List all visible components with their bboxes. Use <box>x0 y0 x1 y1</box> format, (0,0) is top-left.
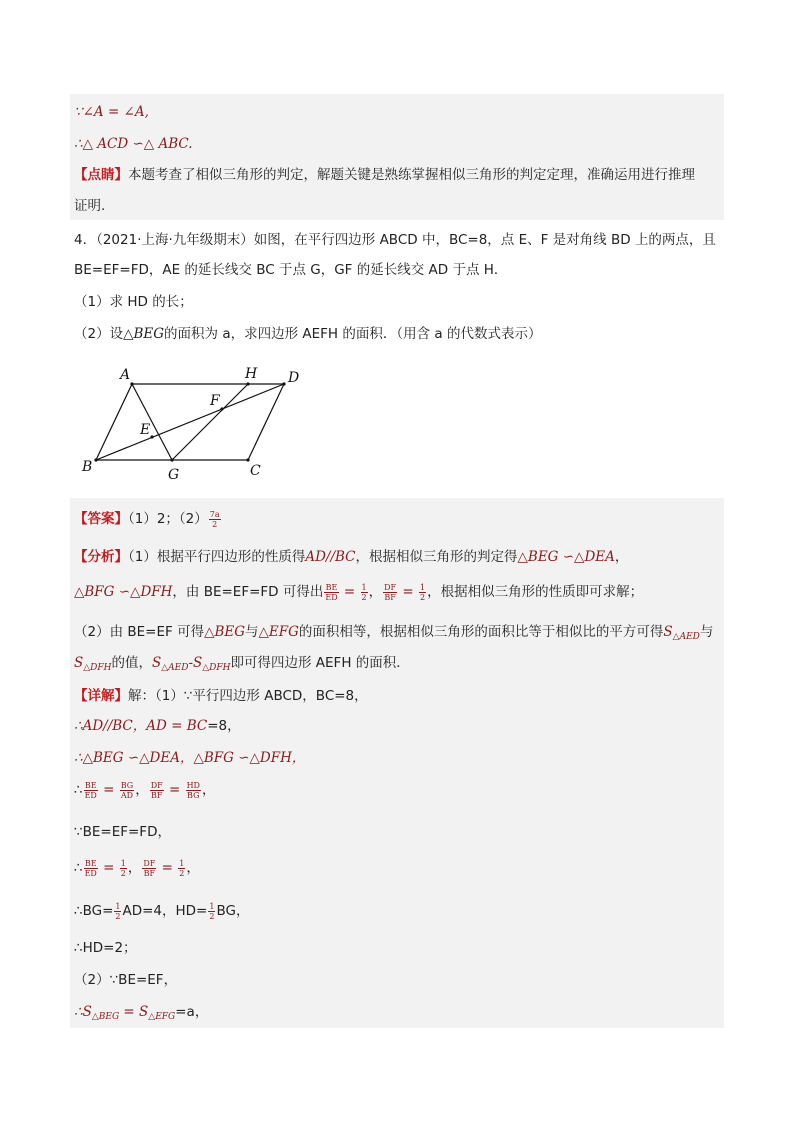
analysis-3sub: △AED <box>672 632 700 642</box>
frac-den: 2 <box>179 868 185 878</box>
detail-7b: AD=4，HD= <box>122 903 208 919</box>
part-2-text-b: 的面积为 a，求四边形 AEFH 的面积．（用含 a 的代数式表示） <box>164 326 542 342</box>
separator: ， <box>186 860 200 876</box>
detail-1: 解：（1）∵平行四边形 ABCD，BC=8， <box>128 688 368 704</box>
side-dc <box>248 384 284 460</box>
detail-line-2 <box>74 716 241 736</box>
frac-den: ED <box>84 790 97 800</box>
equals: = <box>98 860 119 876</box>
analysis-3c: 的面积相等，根据相似三角形的面积比等于相似比的平方可得 <box>298 624 664 640</box>
label-h: H <box>245 366 258 382</box>
question-4-stem: 4．（2021·上海·九年级期末）如图，在平行四边形 ABCD 中，BC=8，点 E、F 是对角线 BD 上的两点，且 <box>74 232 716 248</box>
part-2-math: △BEG <box>123 326 165 342</box>
equals: = <box>339 584 360 600</box>
prev-line-2 <box>74 134 193 154</box>
label-f: F <box>210 393 220 409</box>
detail-line-3 <box>74 748 305 768</box>
separator: ， <box>201 782 216 798</box>
prev-line-4 <box>74 196 105 216</box>
frac-half <box>361 583 368 602</box>
detail-line-5 <box>74 822 171 842</box>
answer-tag: 【答案】 <box>74 511 128 527</box>
analysis-4sub2: △AED <box>161 663 189 673</box>
analysis-2a: ，由 BE=EF=FD 可得出 <box>172 584 324 600</box>
side-ba <box>96 384 132 460</box>
detail-line-6 <box>74 858 200 878</box>
frac-df-bf <box>142 859 156 878</box>
analysis-4s3: S <box>193 655 203 671</box>
analysis-line-4 <box>74 653 410 678</box>
detail-line-8 <box>74 938 137 958</box>
frac-den: 2 <box>361 592 367 602</box>
frac-hd-bg <box>186 781 201 800</box>
parallelogram-figure <box>70 360 330 485</box>
analysis-4s2: S <box>151 655 162 671</box>
analysis-1m2: △BEG ∽△DEA <box>517 549 615 565</box>
analysis-3s: S <box>663 624 673 640</box>
detail-5: ∵BE=EF=FD， <box>74 824 171 840</box>
label-b: B <box>82 459 93 475</box>
prev-solution-band <box>70 94 724 220</box>
detail-10sub1: △BEG <box>91 1012 120 1022</box>
label-d: D <box>288 370 300 386</box>
equals: = <box>398 584 418 600</box>
answer-text: （1）2；（2） <box>128 511 208 527</box>
detail-tag: 【详解】 <box>74 688 128 704</box>
question-4-stem-cont: BE=EF=FD，AE 的延长线交 BC 于点 G，GF 的延长线交 AD 于点 H． <box>74 262 508 278</box>
frac-be-ed <box>324 583 338 602</box>
frac-df-bf <box>383 583 397 602</box>
analysis-2b: ，根据相似三角形的性质即可求解； <box>427 584 644 600</box>
analysis-1m: AD//BC <box>305 549 356 565</box>
frac-num: BE <box>325 582 338 592</box>
dianjing-text: 本题考查了相似三角形的判定，解题关键是熟练掌握相似三角形的判定定理，准确运用进行推理 <box>128 167 695 183</box>
frac-num: 1 <box>115 901 121 911</box>
frac-den: ED <box>325 592 338 602</box>
analysis-3a: （2）由 BE=EF 可得 <box>74 624 205 640</box>
frac-num: DF <box>150 780 163 790</box>
label-g: G <box>168 467 180 483</box>
answer-fraction <box>209 510 221 529</box>
detail-7a: ∴BG= <box>74 903 114 919</box>
segment-ag <box>132 384 172 460</box>
detail-line-7 <box>74 901 249 921</box>
dianjing-tag: 【点睛】 <box>74 167 128 183</box>
question-4-part-2 <box>74 324 541 344</box>
separator: ， <box>368 584 383 600</box>
frac-half <box>419 583 426 602</box>
equals: = <box>98 782 119 798</box>
prev-line-2-text: ∴△ ACD ∽△ ABC. <box>74 136 193 152</box>
detail-8: ∴HD=2； <box>74 940 137 956</box>
detail-line-10 <box>74 1002 208 1027</box>
frac-num: DF <box>384 582 397 592</box>
label-e: E <box>140 422 151 438</box>
detail-3m: ∴△BEG ∽△DEA，△BFG ∽△DFH， <box>74 750 306 766</box>
analysis-4sub3: △DFH <box>202 663 231 673</box>
frac-half <box>208 902 215 921</box>
therefore: ∴ <box>74 860 83 876</box>
answer-num: 7a <box>209 509 220 519</box>
analysis-4sub1: △DFH <box>83 663 112 673</box>
frac-df-bf <box>150 781 164 800</box>
analysis-3b: 与 <box>245 624 259 640</box>
detail-10sub2: △EFG <box>148 1012 176 1022</box>
frac-den: BF <box>150 790 163 800</box>
detail-2b: =8， <box>207 718 241 734</box>
analysis-4b: 即可得四边形 AEFH 的面积． <box>230 655 410 671</box>
question-4-line-2 <box>74 260 507 280</box>
frac-den: 2 <box>120 868 126 878</box>
answer-line <box>74 509 222 529</box>
frac-be-ed <box>84 859 98 878</box>
analysis-3m2: △EFG <box>258 624 299 640</box>
frac-den: BF <box>384 592 396 602</box>
equals: = <box>164 782 185 798</box>
detail-10end: =a， <box>175 1004 209 1020</box>
part-1-text: （1）求 HD 的长； <box>74 294 193 310</box>
answer-den: 2 <box>212 519 218 529</box>
detail-10eq: = S <box>119 1004 149 1020</box>
question-4-part-1 <box>74 292 193 312</box>
frac-num: 1 <box>120 858 126 868</box>
detail-line-9 <box>74 970 177 990</box>
frac-den: BF <box>143 868 156 878</box>
analysis-line-3 <box>74 622 713 647</box>
frac-bg-ad <box>120 781 134 800</box>
frac-den: 2 <box>420 592 426 602</box>
frac-den: BG <box>187 790 200 800</box>
detail-7c: BG， <box>216 903 250 919</box>
analysis-tag: 【分析】 <box>74 549 128 565</box>
separator: ， <box>135 782 149 798</box>
prev-line-1-text: ∵∠A = ∠A, <box>74 104 149 120</box>
frac-half <box>120 859 127 878</box>
part-2-text-a: （2）设 <box>74 326 124 342</box>
frac-num: 1 <box>209 901 215 911</box>
separator: ， <box>127 860 142 876</box>
detail-2m: ∴AD//BC，AD = BC <box>74 718 208 734</box>
analysis-1b: ，根据相似三角形的判定得 <box>355 549 518 565</box>
frac-half <box>178 859 185 878</box>
prev-line-1 <box>74 102 149 122</box>
diagonal-bd <box>96 384 284 460</box>
analysis-4s1: S <box>74 655 84 671</box>
frac-num: BE <box>84 780 97 790</box>
detail-line-4 <box>74 780 215 800</box>
frac-den: 2 <box>209 911 215 921</box>
therefore: ∴ <box>74 782 83 798</box>
label-a: A <box>120 367 131 383</box>
detail-line-1 <box>74 686 368 706</box>
frac-half <box>114 902 121 921</box>
analysis-1a: （1）根据平行四边形的性质得 <box>128 549 306 565</box>
detail-9: （2）∵BE=EF， <box>74 972 178 988</box>
analysis-4a: 的值， <box>111 655 152 671</box>
analysis-1c: ， <box>614 549 629 565</box>
frac-den: AD <box>120 790 134 800</box>
analysis-4dash: - <box>188 655 194 671</box>
frac-num: 1 <box>361 582 367 592</box>
dianjing-text-end: 证明. <box>74 198 106 214</box>
detail-10s1: ∴S <box>74 1004 92 1020</box>
analysis-3d: 与 <box>699 624 714 640</box>
frac-num: 1 <box>179 858 185 868</box>
frac-num: BG <box>120 780 134 790</box>
question-4-line-1 <box>74 230 716 250</box>
prev-line-3 <box>74 165 695 185</box>
analysis-3m1: △BEG <box>204 624 246 640</box>
frac-den: 2 <box>115 911 121 921</box>
frac-num: DF <box>143 858 156 868</box>
frac-num: 1 <box>420 582 426 592</box>
analysis-2m: △BFG ∽△DFH <box>74 584 173 600</box>
analysis-line-1 <box>74 547 628 567</box>
analysis-line-2 <box>74 582 643 602</box>
frac-den: ED <box>84 868 97 878</box>
frac-be-ed <box>84 781 98 800</box>
frac-num: HD <box>186 780 200 790</box>
label-c: C <box>250 463 261 479</box>
equals: = <box>157 860 178 876</box>
frac-num: BE <box>84 858 97 868</box>
